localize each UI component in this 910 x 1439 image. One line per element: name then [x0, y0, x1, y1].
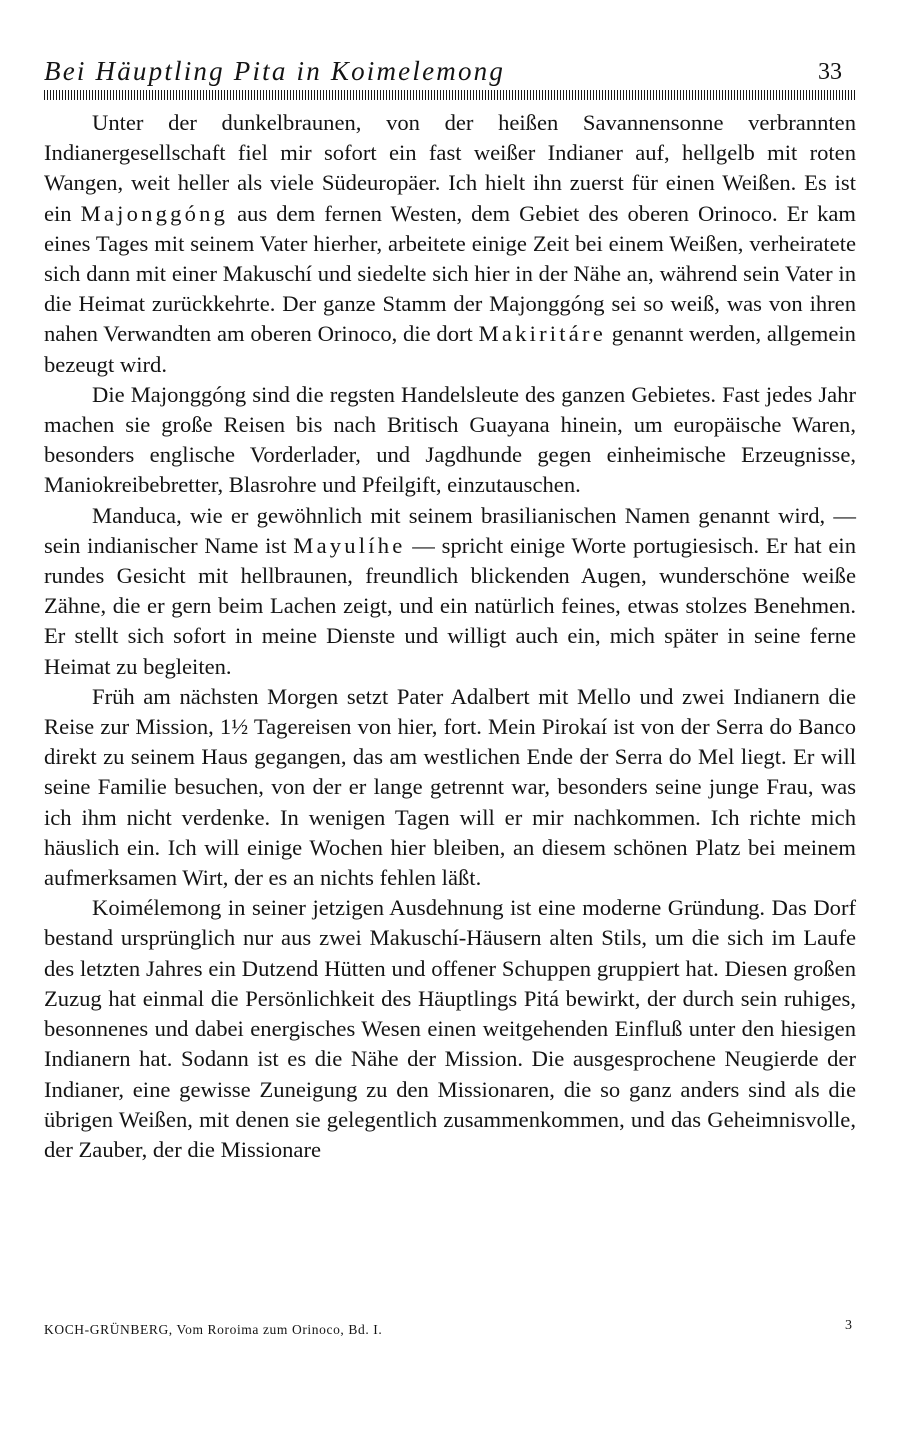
paragraph [44, 501, 856, 682]
text-run: Manduca, wie er gewöhnlich mit seinem brasilianischen Namen genannt wird, — sein indianischer Name ist [44, 502, 856, 558]
spaced-name: Majonggóng [80, 200, 229, 226]
paragraph [44, 380, 856, 501]
book-page [44, 56, 857, 1337]
header-rule [44, 90, 856, 100]
text-run: aus dem fernen Westen, dem Gebiet des oberen Orinoco. Er kam eines Tages mit seinem Vater hierher, arbeitete einige Zeit bei einem Weißen, verheiratete sich dann mit einer Makuschí und siedelte sich hier in der Nähe an, während sein Vater in die Heimat zurückkehrte. Der ganze Stamm der Majonggóng sei so weiß, was von ihren nahen Verwandten am oberen Orinoco, die dort [44, 200, 856, 347]
text-run: Die Majonggóng sind die regsten Handelsleute des ganzen Gebietes. Fast jedes Jahr machen sie große Reisen bis nach Britisch Guayana hinein, um europäische Waren, besonders englische Vorderlader, und Jagdhunde gegen einheimische Erzeugnisse, Maniokreibebretter, Blasrohre und Pfeilgift, einzutauschen. [44, 381, 856, 498]
body-text [44, 108, 856, 1165]
running-head [44, 56, 856, 90]
spaced-name: Mayulíhe [293, 532, 406, 558]
text-run: Früh am nächsten Morgen setzt Pater Adalbert mit Mello und zwei Indianern die Reise zur Mission, 1½ Tagereisen von hier, fort. Mein Pirokaí ist von der Serra do Banco direkt zu seinem Haus gegangen, das am westlichen Ende der Serra do Mel liegt. Er will seine Familie besuchen, von der er lange getrennt war, besonders seine junge Frau, was ich ihm nicht verdenke. In wenigen Tagen will er mir nachkommen. Ich richte mich häuslich ein. Ich will einige Wochen hier bleiben, an diesem schönen Platz bei meinem aufmerksamen Wirt, der es an nichts fehlen läßt. [44, 683, 856, 891]
footer-reference: KOCH-GRÜNBERG, Vom Roroima zum Orinoco, Bd. I. [44, 1322, 383, 1337]
text-run: genannt werden, allgemein bezeugt wird. [44, 321, 856, 377]
text-run: — spricht einige Worte portugiesisch. Er hat ein rundes Gesicht mit hellbraunen, freundlich blickenden Augen, wunderschöne weiße Zähne, die er gern beim Lachen zeigt, und ein natürlich feines, etwas stolzes Benehmen. Er stellt sich sofort in meine Dienste und willigt auch ein, mich später in seine ferne Heimat zu begleiten. [44, 532, 857, 679]
spaced-name: Makiritáre [478, 321, 606, 347]
page-footer [44, 1320, 856, 1344]
signature-mark: 3 [845, 1318, 852, 1333]
text-run: Unter der dunkelbraunen, von der heißen Savannensonne verbrannten Indianergesellschaft fiel mir sofort ein fast weißer Indianer auf, hellgelb mit roten Wangen, weit heller als viele Südeuropäer. Ich hielt ihn zuerst für einen Weißen. Es ist ein [44, 110, 856, 226]
page-number: 33 [818, 59, 842, 85]
text-run: Koimélemong in seiner jetzigen Ausdehnung ist eine moderne Gründung. Das Dorf bestand ursprünglich nur aus zwei Makuschí-Häusern alten Stils, um die sich im Laufe des letzten Jahres ein Dutzend Hütten und offener Schuppen gruppiert hat. Diesen großen Zuzug hat einmal die Persönlichkeit des Häuptlings Pitá bewirkt, der durch sein ruhiges, besonnenes und dabei energisches Wesen einen weitgehenden Einfluß unter den hiesigen Indianern hat. Sodann ist es die Nähe der Mission. Die ausgesprochene Neugierde der Indianer, eine gewisse Zuneigung zu den Missionaren, die so ganz anders sind als die übrigen Weißen, mit denen sie gelegentlich zusammenkommen, und das Geheimnisvolle, der Zauber, der die Missionare [44, 895, 856, 1162]
running-title: Bei Häuptling Pita in Koimelemong [44, 56, 506, 86]
paragraph [44, 682, 856, 893]
paragraph [44, 108, 856, 380]
paragraph [44, 893, 856, 1165]
